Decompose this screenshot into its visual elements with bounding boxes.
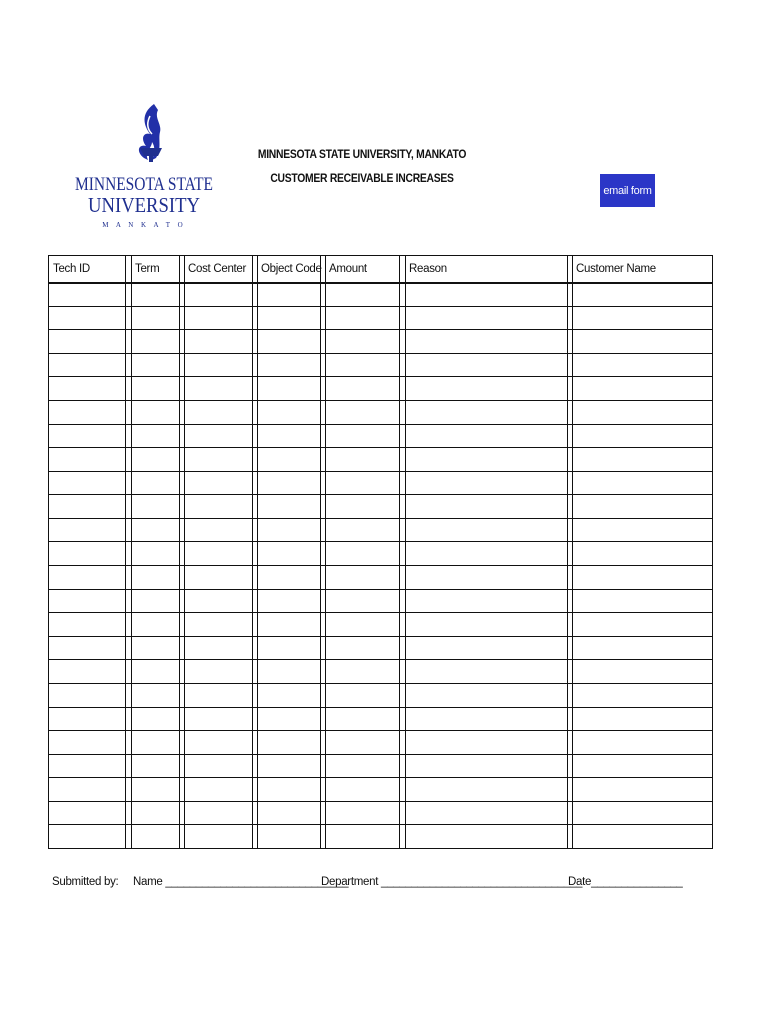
column-divider — [399, 256, 400, 848]
table-cell-customer-name[interactable] — [573, 519, 711, 541]
table-cell-term[interactable] — [132, 425, 178, 447]
table-cell-tech-id[interactable] — [50, 613, 124, 635]
table-cell-amount[interactable] — [326, 330, 398, 352]
table-cell-tech-id[interactable] — [50, 283, 124, 305]
table-cell-amount[interactable] — [326, 354, 398, 376]
table-cell-tech-id[interactable] — [50, 377, 124, 399]
table-cell-customer-name[interactable] — [573, 495, 711, 517]
table-cell-amount[interactable] — [326, 401, 398, 423]
column-header-term: Term — [135, 263, 160, 275]
table-cell-customer-name[interactable] — [573, 660, 711, 682]
table-cell-object-code[interactable] — [258, 307, 319, 329]
table-cell-reason[interactable] — [406, 401, 566, 423]
table-cell-reason[interactable] — [406, 684, 566, 706]
table-cell-customer-name[interactable] — [573, 825, 711, 847]
table-cell-term[interactable] — [132, 307, 178, 329]
table-cell-tech-id[interactable] — [50, 542, 124, 564]
table-cell-cost-center[interactable] — [185, 590, 251, 612]
table-cell-cost-center[interactable] — [185, 542, 251, 564]
table-cell-object-code[interactable] — [258, 542, 319, 564]
table-cell-object-code[interactable] — [258, 472, 319, 494]
column-divider — [179, 256, 180, 848]
table-cell-object-code[interactable] — [258, 637, 319, 659]
table-cell-reason[interactable] — [406, 542, 566, 564]
torch-logo-icon — [74, 100, 214, 238]
table-cell-amount[interactable] — [326, 425, 398, 447]
table-cell-term[interactable] — [132, 448, 178, 470]
table-cell-customer-name[interactable] — [573, 802, 711, 824]
submission-footer — [0, 876, 770, 896]
table-cell-term[interactable] — [132, 542, 178, 564]
table-cell-customer-name[interactable] — [573, 637, 711, 659]
table-cell-amount[interactable] — [326, 590, 398, 612]
table-cell-cost-center[interactable] — [185, 684, 251, 706]
table-cell-reason[interactable] — [406, 307, 566, 329]
table-cell-tech-id[interactable] — [50, 684, 124, 706]
table-cell-cost-center[interactable] — [185, 613, 251, 635]
table-cell-amount[interactable] — [326, 778, 398, 800]
table-cell-cost-center[interactable] — [185, 731, 251, 753]
table-cell-amount[interactable] — [326, 472, 398, 494]
table-cell-tech-id[interactable] — [50, 472, 124, 494]
table-cell-object-code[interactable] — [258, 708, 319, 730]
table-cell-reason[interactable] — [406, 755, 566, 777]
table-cell-tech-id[interactable] — [50, 802, 124, 824]
table-cell-amount[interactable] — [326, 637, 398, 659]
table-cell-object-code[interactable] — [258, 613, 319, 635]
table-cell-tech-id[interactable] — [50, 590, 124, 612]
table-cell-object-code[interactable] — [258, 401, 319, 423]
table-cell-reason[interactable] — [406, 637, 566, 659]
table-cell-cost-center[interactable] — [185, 495, 251, 517]
table-cell-term[interactable] — [132, 330, 178, 352]
table-cell-reason[interactable] — [406, 448, 566, 470]
table-cell-amount[interactable] — [326, 307, 398, 329]
date-field[interactable]: Date_______________ — [568, 876, 683, 888]
table-cell-cost-center[interactable] — [185, 802, 251, 824]
table-cell-object-code[interactable] — [258, 377, 319, 399]
table-cell-object-code[interactable] — [258, 283, 319, 305]
table-cell-object-code[interactable] — [258, 825, 319, 847]
table-cell-amount[interactable] — [326, 495, 398, 517]
table-cell-tech-id[interactable] — [50, 778, 124, 800]
table-cell-tech-id[interactable] — [50, 354, 124, 376]
table-cell-reason[interactable] — [406, 566, 566, 588]
table-cell-cost-center[interactable] — [185, 330, 251, 352]
table-cell-customer-name[interactable] — [573, 307, 711, 329]
table-cell-customer-name[interactable] — [573, 755, 711, 777]
table-cell-tech-id[interactable] — [50, 660, 124, 682]
table-cell-tech-id[interactable] — [50, 495, 124, 517]
column-header-object-code: Object Code — [261, 263, 322, 275]
table-cell-reason[interactable] — [406, 330, 566, 352]
table-cell-term[interactable] — [132, 401, 178, 423]
table-cell-object-code[interactable] — [258, 755, 319, 777]
table-cell-cost-center[interactable] — [185, 660, 251, 682]
table-cell-cost-center[interactable] — [185, 708, 251, 730]
page-title: MINNESOTA STATE UNIVERSITY, MANKATO — [257, 149, 467, 161]
table-cell-customer-name[interactable] — [573, 542, 711, 564]
table-cell-cost-center[interactable] — [185, 637, 251, 659]
table-cell-tech-id[interactable] — [50, 825, 124, 847]
table-cell-reason[interactable] — [406, 425, 566, 447]
university-logo — [74, 100, 214, 238]
table-cell-term[interactable] — [132, 590, 178, 612]
table-cell-term[interactable] — [132, 354, 178, 376]
table-cell-term[interactable] — [132, 495, 178, 517]
table-cell-term[interactable] — [132, 755, 178, 777]
table-cell-object-code[interactable] — [258, 660, 319, 682]
logo-text-line1: MINNESOTA STATE — [75, 174, 213, 195]
table-cell-tech-id[interactable] — [50, 519, 124, 541]
email-form-button[interactable]: email form — [600, 174, 655, 207]
table-cell-amount[interactable] — [326, 519, 398, 541]
table-cell-customer-name[interactable] — [573, 684, 711, 706]
column-header-tech-id: Tech ID — [53, 263, 90, 275]
table-cell-customer-name[interactable] — [573, 708, 711, 730]
table-cell-tech-id[interactable] — [50, 637, 124, 659]
table-cell-tech-id[interactable] — [50, 307, 124, 329]
table-cell-reason[interactable] — [406, 472, 566, 494]
table-cell-term[interactable] — [132, 283, 178, 305]
table-cell-object-code[interactable] — [258, 330, 319, 352]
table-cell-tech-id[interactable] — [50, 708, 124, 730]
table-cell-term[interactable] — [132, 778, 178, 800]
table-cell-customer-name[interactable] — [573, 283, 711, 305]
table-cell-amount[interactable] — [326, 731, 398, 753]
table-cell-amount[interactable] — [326, 448, 398, 470]
table-cell-cost-center[interactable] — [185, 755, 251, 777]
table-cell-amount[interactable] — [326, 825, 398, 847]
table-cell-object-code[interactable] — [258, 684, 319, 706]
table-cell-reason[interactable] — [406, 660, 566, 682]
table-cell-customer-name[interactable] — [573, 731, 711, 753]
table-cell-customer-name[interactable] — [573, 590, 711, 612]
table-cell-object-code[interactable] — [258, 495, 319, 517]
department-field[interactable]: Department _________________________________ — [321, 876, 583, 888]
table-cell-customer-name[interactable] — [573, 778, 711, 800]
table-cell-customer-name[interactable] — [573, 354, 711, 376]
table-cell-term[interactable] — [132, 684, 178, 706]
table-cell-term[interactable] — [132, 637, 178, 659]
table-cell-amount[interactable] — [326, 377, 398, 399]
table-cell-reason[interactable] — [406, 731, 566, 753]
table-cell-reason[interactable] — [406, 613, 566, 635]
table-cell-term[interactable] — [132, 708, 178, 730]
page-subtitle: CUSTOMER RECEIVABLE INCREASES — [270, 173, 454, 185]
table-cell-cost-center[interactable] — [185, 472, 251, 494]
table-cell-customer-name[interactable] — [573, 472, 711, 494]
table-cell-reason[interactable] — [406, 354, 566, 376]
table-cell-term[interactable] — [132, 731, 178, 753]
table-cell-term[interactable] — [132, 566, 178, 588]
table-cell-reason[interactable] — [406, 519, 566, 541]
column-header-customer-name: Customer Name — [576, 263, 656, 275]
table-cell-object-code[interactable] — [258, 731, 319, 753]
table-cell-reason[interactable] — [406, 590, 566, 612]
table-cell-cost-center[interactable] — [185, 307, 251, 329]
table-cell-reason[interactable] — [406, 495, 566, 517]
table-cell-term[interactable] — [132, 377, 178, 399]
table-cell-reason[interactable] — [406, 802, 566, 824]
table-cell-amount[interactable] — [326, 566, 398, 588]
column-divider — [567, 256, 568, 848]
table-cell-object-code[interactable] — [258, 425, 319, 447]
table-cell-tech-id[interactable] — [50, 401, 124, 423]
table-cell-customer-name[interactable] — [573, 613, 711, 635]
table-cell-amount[interactable] — [326, 542, 398, 564]
table-cell-cost-center[interactable] — [185, 566, 251, 588]
logo-text-line3: M A N K A T O — [102, 221, 186, 229]
table-cell-object-code[interactable] — [258, 354, 319, 376]
form-title-block — [222, 143, 502, 191]
table-cell-customer-name[interactable] — [573, 401, 711, 423]
column-header-reason: Reason — [409, 263, 447, 275]
table-cell-cost-center[interactable] — [185, 354, 251, 376]
table-cell-reason[interactable] — [406, 377, 566, 399]
receivable-table — [48, 255, 713, 849]
table-cell-amount[interactable] — [326, 613, 398, 635]
table-cell-tech-id[interactable] — [50, 731, 124, 753]
table-cell-object-code[interactable] — [258, 448, 319, 470]
table-cell-cost-center[interactable] — [185, 778, 251, 800]
table-cell-customer-name[interactable] — [573, 330, 711, 352]
column-divider — [125, 256, 126, 848]
table-cell-amount[interactable] — [326, 283, 398, 305]
table-cell-amount[interactable] — [326, 755, 398, 777]
logo-text-line2: UNIVERSITY — [88, 193, 200, 217]
table-cell-amount[interactable] — [326, 708, 398, 730]
table-cell-amount[interactable] — [326, 802, 398, 824]
table-cell-term[interactable] — [132, 519, 178, 541]
table-cell-cost-center[interactable] — [185, 519, 251, 541]
table-cell-customer-name[interactable] — [573, 566, 711, 588]
table-cell-reason[interactable] — [406, 825, 566, 847]
name-field[interactable]: Name ______________________________ — [133, 876, 349, 888]
column-divider — [320, 256, 321, 848]
table-cell-cost-center[interactable] — [185, 283, 251, 305]
table-cell-object-code[interactable] — [258, 566, 319, 588]
table-cell-cost-center[interactable] — [185, 401, 251, 423]
table-cell-term[interactable] — [132, 802, 178, 824]
table-cell-term[interactable] — [132, 472, 178, 494]
table-cell-object-code[interactable] — [258, 778, 319, 800]
table-cell-reason[interactable] — [406, 708, 566, 730]
table-cell-cost-center[interactable] — [185, 377, 251, 399]
column-header-cost-center: Cost Center — [188, 263, 247, 275]
table-cell-reason[interactable] — [406, 778, 566, 800]
table-cell-term[interactable] — [132, 660, 178, 682]
table-cell-customer-name[interactable] — [573, 448, 711, 470]
table-cell-cost-center[interactable] — [185, 825, 251, 847]
table-cell-cost-center[interactable] — [185, 425, 251, 447]
column-divider — [252, 256, 253, 848]
table-cell-cost-center[interactable] — [185, 448, 251, 470]
table-cell-tech-id[interactable] — [50, 755, 124, 777]
table-cell-object-code[interactable] — [258, 590, 319, 612]
table-cell-customer-name[interactable] — [573, 377, 711, 399]
table-cell-object-code[interactable] — [258, 519, 319, 541]
table-cell-term[interactable] — [132, 613, 178, 635]
table-cell-amount[interactable] — [326, 684, 398, 706]
table-cell-object-code[interactable] — [258, 802, 319, 824]
column-header-amount: Amount — [329, 263, 367, 275]
table-cell-tech-id[interactable] — [50, 448, 124, 470]
table-cell-reason[interactable] — [406, 283, 566, 305]
table-cell-tech-id[interactable] — [50, 566, 124, 588]
table-cell-amount[interactable] — [326, 660, 398, 682]
table-cell-tech-id[interactable] — [50, 330, 124, 352]
submitted-by-label: Submitted by: — [52, 876, 119, 888]
table-cell-customer-name[interactable] — [573, 425, 711, 447]
table-cell-tech-id[interactable] — [50, 425, 124, 447]
table-cell-term[interactable] — [132, 825, 178, 847]
